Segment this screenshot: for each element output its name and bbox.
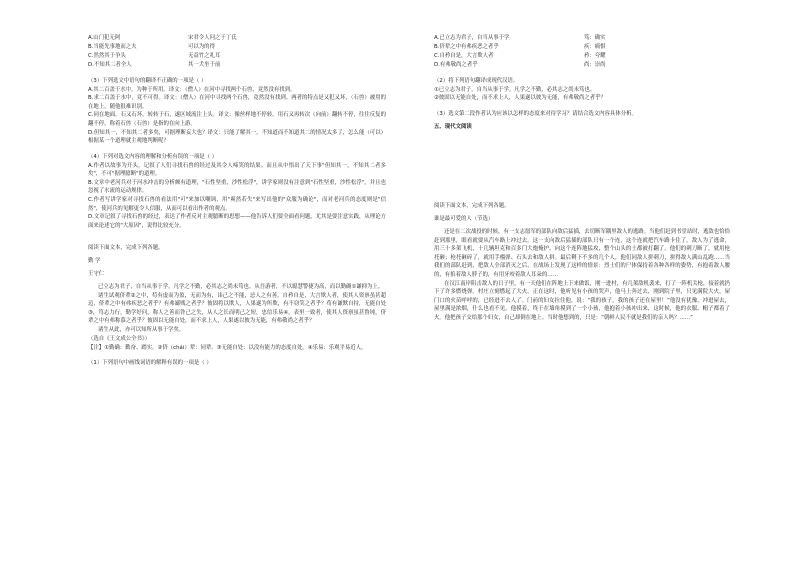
passage-notes: 【注】①勤确：勤奋、踏实。②侪（chái）辈：同辈。③无能自处：以没有能力的态度自处。④乐易：乐观平易近人。 bbox=[88, 344, 367, 351]
question-1-vocab: （1）下列语句中画线词语的解释有误的一项是（ ） bbox=[88, 360, 212, 367]
right-column bbox=[434, 34, 730, 323]
passage-paragraph: 还是在二次战役的时候，有一支志愿军的部队向敌后猛插，去切断军隅里敌人的逃路。当他们赶到书堂站时，逃敌也恰恰赶到那里，眼看就要从汽车路上冲过去。这一支向敌后猛插的部队只有一个连，这个连就把汽车路卡住了。敌人为了逃命，用三十多架飞机，十几辆坦克和百多门大炮掩护，向这个连阵地猛攻，整个山头的土都被打翻了。他们的刺刀断了，就用枪托砸；枪托砸碎了，就用手榴弹、石头去和敌人拼。最后剩下不多的几个人，他们同敌人拼刺刀，拼得敌人满山乱跑……当我们的部队赶到，把敌人全部消灭之后，在战场上发现了这样的情景：烈士们的尸体保持着各种各样的姿势，有抱着敌人腰的，有掐着敌人脖子的，有用牙咬着敌人耳朵的…… bbox=[434, 228, 730, 278]
option-c: C.同在地面。石又石坏。转转于石，遂区域流注上头。译文：像丝样地不停转。用石又再转次（向前）翻转不停，往往反复的翻不停，称着石兽（石兽）是指的在向上游。 bbox=[88, 112, 386, 127]
option-line: B.侪辈之中有弗疾恶之者乎 疾：痛恨 bbox=[434, 43, 606, 50]
translate-item: ①已立志为君子，自当从事于学。凡学之不勤，必其志之尚未笃也。 bbox=[434, 86, 596, 93]
left-column bbox=[88, 34, 386, 368]
option-b: B.文章中老河兵对于河水冲击的分析颇有道理，"石性坚重，沙性松浮"，讲学家则没有注意到"石性坚重，沙性松浮"，并且也忽视了水流的运动规律。 bbox=[88, 179, 386, 195]
passage-title: 谁是最可爱的人（节选） bbox=[434, 216, 494, 223]
section-heading: 五、现代文阅读 bbox=[434, 124, 472, 131]
option-d: D.但知其一，不知其二者多矣，可据理断妄大也？译文：只能了解其一，不知道而不知道其二的情况太多了，怎么能（可以）根据某一个道理就主观地判断呢？ bbox=[88, 129, 386, 145]
option-c: C.作者写讲学家对寻找石兽的看法用"可"来加以嘲讽，用"爽然若失"来写出他的"众服为确论"，而对老河兵的态度则是"信然"，使河兵的见解更令人信服，从而可以看出作者的观点。 bbox=[88, 196, 386, 212]
option-d: D.文章记叙了寻找石兽的经过，表达了作者反对主观臆断的思想——他告诉人们要全面看问题，尤其是要注意实践，从理论方面来论述它的"大原因"，说得比较充分。 bbox=[88, 214, 386, 229]
option-line: C.自矜自是，大言欺人者 矜：夸耀 bbox=[434, 52, 606, 59]
passage-paragraph: 已立志为君子，自当从事于学。凡学之不勤，必其志之尚未笃也。从吾游者，不以聪慧警捷为高，而以勤确①谦抑为上。 bbox=[98, 284, 384, 291]
question-2: （2）将下列语句翻译成现代汉语。 bbox=[434, 77, 519, 84]
passage-intro: 阅读下面文本，完成下列各题。 bbox=[88, 245, 164, 252]
option-line: D.有弗敬尚之者乎 尚：崇尚 bbox=[434, 61, 606, 68]
passage-paragraph: 诸生试观侪辈②之中，苟有虚而为盈，无而为有，讳己之不能，忌人之有善，自矜自是，大言欺人者，使其人资禀虽甚超迈，侪辈之中有弗疾恶之者乎？有弗鄙贱之者乎？彼固将以欺人，人果遂为所欺，有不窃笑之者乎？苟有谦默自持，无能自处③，笃志力行，勤学好问，称人之善而咎己之失，从人之长而明己之短，忠信乐易④，表里一致者，使其人资禀虽甚鲁钝，侪辈之中有弗称慕之者乎？彼固以无能自处，而不求上人，人果遂以彼为无能，有弗敬尚之者乎？ bbox=[88, 292, 386, 325]
passage-author: 王守仁 bbox=[88, 271, 105, 278]
matching-line: B.当能先事地而之夫 可以为的得 bbox=[88, 43, 215, 50]
passage-source: （选自《王文成公全书》） bbox=[88, 335, 150, 342]
question-4: （4）下列对选文内容的理解和分析有误的一项是（ ） bbox=[88, 153, 218, 160]
option-a: A.其二百盖于水中。为种于所用。译文：（僧人）在河中寻找两个石兽，竟然没有找到。 bbox=[88, 86, 296, 93]
question-3: （3）下列选文中语句的翻译不正确的一项是（ ） bbox=[88, 77, 207, 84]
passage-paragraph: 诸生从此，亦可以知所从事于学矣。 bbox=[98, 327, 185, 334]
matching-line: C.然然其于争头 无益竹之礼耳 bbox=[88, 52, 221, 59]
option-b: B.求二百盖于水中，竟不可得。译文：（僧人）在河中寻找两个石兽，竟然没有找到。两者的特点是又犯又坏，（石兽）被用的在地上，随他很难识别。 bbox=[88, 95, 386, 110]
matching-line: D.不知其二者全人 其一犬坐于前 bbox=[88, 61, 221, 68]
question-3: （3）选文第二段作者认为应该以怎样的态度来对待学习？请结合选文内容具体分析。 bbox=[434, 111, 637, 118]
translate-item: ②彼固以无能自处，而不求上人，人果遂以彼为无能，有弗敬尚之者乎？ bbox=[434, 95, 606, 102]
passage-title: 勤 学 bbox=[88, 258, 101, 265]
passage-paragraph: 在汉江南岸阻击敌人的日子里，有一天他们在阵地上下来做饭，刚一进村，有几架敌机袭来，打了一阵机关枪，接着就扔下了许多燃烧弹。村庄立刻燃起了大火。正在这时，他听见有小孩的哭声，他马上奔过去，刚到院子里，只见满院大火，屋门口的火苗呼呼的，已经进不去人了。门前的妇女拉住他，说：“我的孩子，我的孩子还在屋里！”他没有犹豫，冲进屋去，屋里满是浓烟，什么也看不见。他摸着，终于在墙角摸到了一个小孩，他抱着小孩冲出来，这时候，他的衣服、帽子都着了火。他把孩子交给那个妇女，自己却倒在地上。当时他想到的，只是：“朝鲜人民不就是我们的亲人吗？……” bbox=[434, 280, 730, 321]
option-a: A.作者以故事为开头，记叙了人们寻找石兽的经过及其令人啼笑的结果。而且从中悟出了天下事"但知其一，不知其二者多矣"，不可"据理臆断"的道理。 bbox=[88, 162, 386, 178]
option-line: A.已立志为君子，自当从事于学 笃：确实 bbox=[434, 35, 606, 41]
passage-intro: 阅读下面文本，完成下列各题。 bbox=[434, 203, 510, 210]
matching-line: A.山门犯无阿 宋君令人问之于丁氏 bbox=[88, 35, 237, 41]
